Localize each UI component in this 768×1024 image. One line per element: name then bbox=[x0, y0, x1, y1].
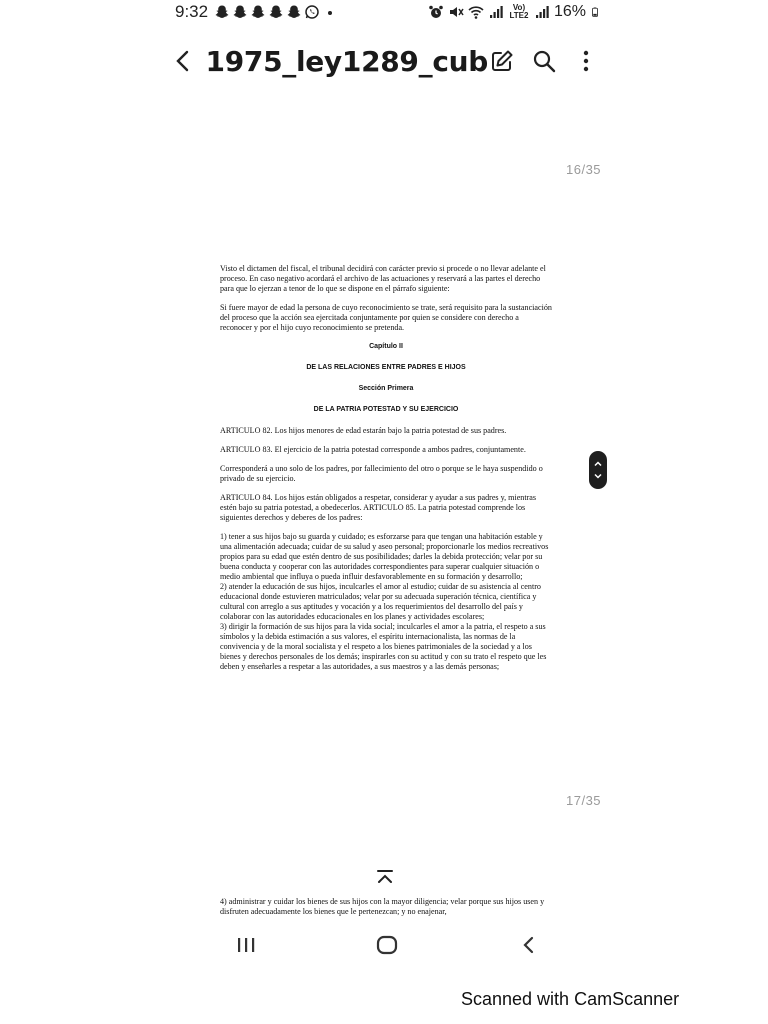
fast-scroll-handle[interactable] bbox=[589, 451, 607, 489]
back-nav-button[interactable] bbox=[509, 927, 549, 963]
chevron-left-icon bbox=[173, 49, 193, 73]
snapchat-icon bbox=[250, 4, 266, 20]
section-title: DE LA PATRIA POTESTAD Y SU EJERCICIO bbox=[313, 406, 459, 413]
chevron-up-icon bbox=[593, 459, 603, 469]
edit-button[interactable] bbox=[488, 47, 516, 75]
article-83: ARTICULO 83. El ejercicio de la patria potestad corresponde a ambos padres, conjuntamente. bbox=[220, 445, 526, 454]
recent-apps-button[interactable] bbox=[226, 927, 266, 963]
more-vertical-icon bbox=[582, 49, 590, 73]
mute-icon bbox=[448, 4, 464, 20]
signal-icon bbox=[534, 4, 550, 20]
paragraph: Visto el dictamen del fiscal, el tribunal decidirá con carácter previo si procede o no llevar adelante el proceso. En caso negativo acordará el archivo de las actuaciones y reservará a las partes el derecho para que lo ejerzan a tenor de lo que se dispone en el párrafo siguiente: bbox=[220, 264, 546, 293]
home-button[interactable] bbox=[367, 927, 407, 963]
list-item: 1) tener a sus hijos bajo su guarda y cuidado; es esforzarse para que tengan una habitación estable y una alimentación adecuada; cuidar de su salud y aseo personal; proporcionarle los medios recreativos propios para su edad que estén dentro de sus posibilidades; darles la debida protección; velar por su buena conducta y cooperar con las autoridades correspondientes para superar cualquier situación o medio ambiental que influya o pueda influir desfavorablemente en su formación y desarrollo; bbox=[220, 532, 549, 581]
signal-icon bbox=[488, 4, 504, 20]
snapchat-icon bbox=[214, 4, 230, 20]
document-title: 1975_ley1289_cub bbox=[205, 44, 488, 78]
status-time: 9:32 bbox=[175, 2, 209, 21]
section-heading: Sección Primera bbox=[358, 385, 414, 392]
battery-icon bbox=[590, 4, 600, 20]
page-indicator-17: 17/35 bbox=[566, 793, 602, 808]
scroll-to-top-button[interactable] bbox=[364, 862, 406, 892]
recent-apps-icon bbox=[236, 936, 256, 954]
search-button[interactable] bbox=[530, 47, 558, 75]
back-icon bbox=[521, 935, 537, 955]
whatsapp-icon bbox=[304, 4, 320, 20]
scroll-top-icon bbox=[375, 869, 395, 885]
article-83-paragraph: Corresponderá a uno solo de los padres, por fallecimiento del otro o porque se le haya suspendido o privado de su ejercicio. bbox=[220, 464, 543, 483]
list-item: 2) atender la educación de sus hijos, inculcarles el amor al estudio; cuidar de su asistencia al centro educacional donde estuvieren matriculados; velar por su adecuada superación técnica, científica y cultural con arreglo a sus aptitudes y vocación y a los requerimientos del desarrollo del país y colaborar con las autoridades educacionales en los planes y actividades escolares; bbox=[220, 582, 541, 621]
snapchat-icon bbox=[268, 4, 284, 20]
back-button[interactable] bbox=[170, 44, 196, 78]
chapter-heading: Capítulo II bbox=[369, 343, 403, 350]
app-header bbox=[170, 38, 600, 84]
list-item: 3) dirigir la formación de sus hijos para la vida social; inculcarles el amor a la patria, el respeto a sus símbolos y la debida estimación a sus valores, el espíritu internacionalista, las normas de la convivencia y de la moral socialista y el respeto a los bienes patrimoniales de la sociedad y a los bienes y derechos personales de los demás; inspirarles con su actitud y con su trato el respeto que les deben y enseñarles a respetar a las autoridades, a sus maestros y a las demás personas; bbox=[220, 622, 547, 671]
camscanner-watermark: Scanned with CamScanner bbox=[461, 989, 680, 1009]
alarm-icon bbox=[428, 4, 444, 20]
paragraph: Si fuere mayor de edad la persona de cuyo reconocimiento se trate, será requisito para la sustanciación del proceso que la acción sea ejercitada conjuntamente por quien se considere con derecho a reconocer y por el hijo cuyo reconocimiento se pretenda. bbox=[220, 303, 552, 332]
snapchat-icon bbox=[286, 4, 302, 20]
more-options-button[interactable] bbox=[572, 47, 600, 75]
notification-icons bbox=[214, 4, 338, 20]
article-82: ARTICULO 82. Los hijos menores de edad estarán bajo la patria potestad de sus padres. bbox=[220, 426, 507, 435]
document-page-17 bbox=[220, 897, 552, 917]
snapchat-icon bbox=[232, 4, 248, 20]
status-bar bbox=[175, 0, 600, 24]
edit-icon bbox=[490, 49, 514, 73]
network-type: Vo) LTE2 bbox=[509, 3, 529, 20]
list-item: 4) administrar y cuidar los bienes de sus hijos con la mayor diligencia; velar porque sus hijos usen y disfruten adecuadamente los bienes que le pertenezcan; y no enajenar, bbox=[220, 897, 545, 916]
article-84: ARTICULO 84. Los hijos están obligados a respetar, considerar y ayudar a sus padres y, mientras estén bajo su patria potestad, a obedecerlos. ARTICULO 85. La patria potestad comprende los siguientes derechos y deberes de los padres: bbox=[220, 493, 537, 522]
dot-icon bbox=[322, 4, 338, 20]
page-indicator-16: 16/35 bbox=[566, 162, 602, 177]
search-icon bbox=[532, 49, 556, 73]
chapter-title: DE LAS RELACIONES ENTRE PADRES E HIJOS bbox=[306, 364, 466, 371]
chevron-down-icon bbox=[593, 471, 603, 481]
battery-level: 16% bbox=[553, 3, 586, 20]
home-icon bbox=[376, 935, 398, 955]
wifi-icon bbox=[468, 4, 484, 20]
document-page-16 bbox=[220, 264, 552, 672]
system-navigation-bar bbox=[175, 926, 600, 964]
status-right-icons bbox=[428, 3, 600, 21]
